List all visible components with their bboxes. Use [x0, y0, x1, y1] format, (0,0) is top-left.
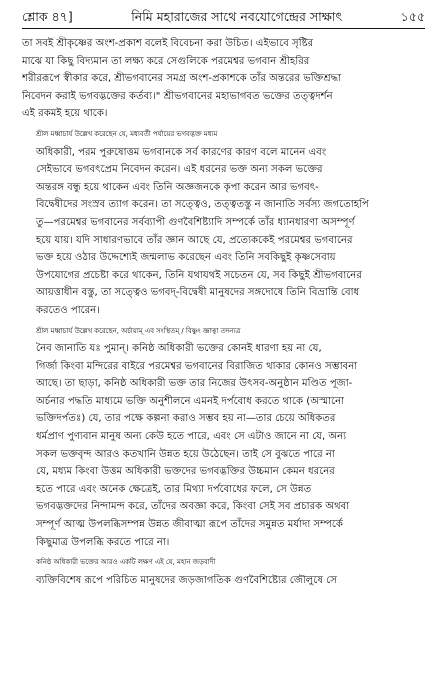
text-line: সকল ভক্তবৃন্দ আরও কতখানি উন্নত হয়ে উঠেছেন। তাই সে বুঝতে পারে না	[36, 448, 335, 460]
text-line: এই রকমই হয়ে থাকে।	[22, 108, 108, 120]
text-line: ধর্মপ্রাণ পুণ্যবান মানুষ অন্য কেউ হতে পারে, এবং সে এটাও জানে না যে, অন্য	[36, 431, 347, 443]
text-line: অধিকারী, পরম পুরুষোত্তম ভগবানকে সর্ব কারণের কারণ বলে মানেন এবং	[36, 146, 327, 158]
text-line: ভক্তিদর্পতঃ) যে, তার পক্ষে কল্পনা করাও সম্ভব হয় না—তার চেয়ে অধিকতর	[36, 413, 336, 425]
text-line: শরীররূপে স্বীকার করে, শ্রীভগবানের সমগ্র অংশ-প্রকাশকে তাঁর অন্তরের ভক্তিশ্রদ্ধা	[22, 73, 342, 85]
text-line: তা সবই শ্রীকৃষ্ণের অংশ-প্রকাশ বলেই বিবেচনা করা উচিত। এইভাবে সৃষ্টির	[22, 38, 314, 49]
text-line: করতেও পারেন।	[36, 304, 100, 316]
paragraph	[22, 35, 425, 123]
page-number: ১৫৫	[400, 9, 425, 24]
text-line: অন্তরঙ্গ বন্ধু হয়ে থাকেন এবং তিনি অজ্ঞজনকে কৃপা করেন আর ভগবৎ-	[36, 181, 319, 193]
paragraph	[22, 323, 425, 552]
text-line: অর্চনার পদ্ধতি মাধ্যমে ভক্তি অনুশীলনে এমনই দর্পবোধ করতে থাকে (অস্মানো	[36, 395, 345, 407]
text-line: সেইভাবে ভগবৎপ্রেম নিবেদন করেন। এই ধরনের ভক্ত অন্য সকল ভক্তের	[36, 164, 323, 176]
text-line: সম্পূর্ণ আত্ম উপলব্ধিসম্পন্ন উন্নত জীবাত্মা রূপে তাঁদের সমুন্নত মর্যাদা সম্পর্কে	[36, 519, 343, 531]
text-line: উপযোগের প্রচেষ্টা করে থাকেন, তিনি যথাযথই সচেতন যে, সব কিছুই শ্রীভগবানের	[36, 269, 362, 281]
text-line: শ্রীল মধ্বাচার্য উল্লেখ করেছেন, অর্চায়াম্ এব সংস্থিতম্ / বিষ্ণুং জ্ঞাত্বা তদন্যত্র	[36, 326, 241, 335]
text-line: কনিষ্ঠ অধিকারী ভক্তের আরও একটি লক্ষণ এই যে, মহান জড়বাদী	[36, 558, 216, 567]
paragraph	[22, 126, 425, 320]
text-line: গির্জা কিংবা মন্দিরের বাইরে পরমেশ্বর ভগবানের বিরাজিত থাকার কোনও সম্ভাবনা	[36, 360, 358, 372]
text-line: আয়ত্তাধীন বস্তু, তা সত্ত্বেও ভগবদ্-বিদ্বেষী মানুষদের সঙ্গদোষে তিনি বিভ্রান্তি বোধ	[36, 287, 360, 299]
text-line: শ্রীল মধ্বাচার্য উল্লেখ করেছেন যে, মধ্যবর্তী পর্যায়ের ভগবদ্ভক্ত মধ্যম	[36, 129, 218, 138]
page-body	[22, 35, 425, 589]
running-header	[22, 8, 425, 29]
text-line: কিছুমাত্র উপলব্ধি করতে পারে না।	[36, 536, 170, 548]
text-line: বিদ্বেষীদের সংস্রব ত্যাগ করেন। তা সত্ত্বেও, তত্ত্বতস্তু ন জানাতি সর্বস্য জগতোহপি	[36, 199, 369, 211]
chapter-title: নিমি মহারাজের সাথে নবযোগেন্দ্রের সাক্ষাৎ	[131, 9, 343, 24]
paragraph	[22, 554, 425, 589]
text-line: ভগবদ্ভক্তদের নিন্দামন্দ করে, তাঁদের অবজ্ঞা করে, কিংবা সেই সব প্রচারক অথবা	[36, 501, 350, 513]
text-line: ভক্ত হয়ে ওঠার উদ্দেশ্যেই জন্মলাভ করেছেন এবং তিনি সবকিছুই কৃষ্ণসেবায়	[36, 252, 336, 264]
text-line: আছে। তা ছাড়া, কনিষ্ঠ অধিকারী ভক্ত তার নিজের উৎসব-অনুষ্ঠান মণ্ডিত পূজা-	[36, 378, 353, 390]
verse-reference: শ্লোক ৪৭]	[22, 9, 73, 24]
text-line: তু—পরমেশ্বর ভগবানের সর্বব্যাপী গুণবৈশিষ্ট্যাদি সম্পর্কে তাঁর ধ্যানধারণা অসম্পূর্ণ	[36, 216, 355, 228]
text-line: মাঝে যা কিছু বিদ্যমান তা লক্ষ্য করে সেগুলিকে পরমেশ্বর ভগবান শ্রীহরির	[22, 55, 310, 67]
text-line: হয়ে যায়। যদি সাধারণভাবে তাঁর জ্ঞান আছে যে, প্রত্যেককেই পরমেশ্বর ভগবানের	[36, 234, 353, 246]
text-line: ব্যক্তিবিশেষ রূপে পরিচিত মানুষদের জড়জাগতিক গুণবৈশিষ্ট্যের জৌলুষে সে	[36, 574, 337, 586]
text-line: হতে পারে এবং অনেক ক্ষেত্রেই, তার মিথ্যা দর্পবোধের ফলে, সে উন্নত	[36, 483, 312, 495]
text-line: নিবেদন করাই ভগবদ্ভক্তের কর্তব্য।" শ্রীভগবানের মহাভাগবত ভক্তের তত্ত্বদর্শন	[22, 90, 333, 102]
text-line: যে, মধ্যম কিংবা উত্তম অধিকারী ভক্তদের ভগবদ্ভক্তির উচ্চমান কেমন ধরনের	[36, 466, 335, 478]
text-line: নৈব জানাতি যঃ পুমান্। কনিষ্ঠ অধিকারী ভক্তের কোনই ধারণা হয় না যে,	[36, 343, 322, 355]
